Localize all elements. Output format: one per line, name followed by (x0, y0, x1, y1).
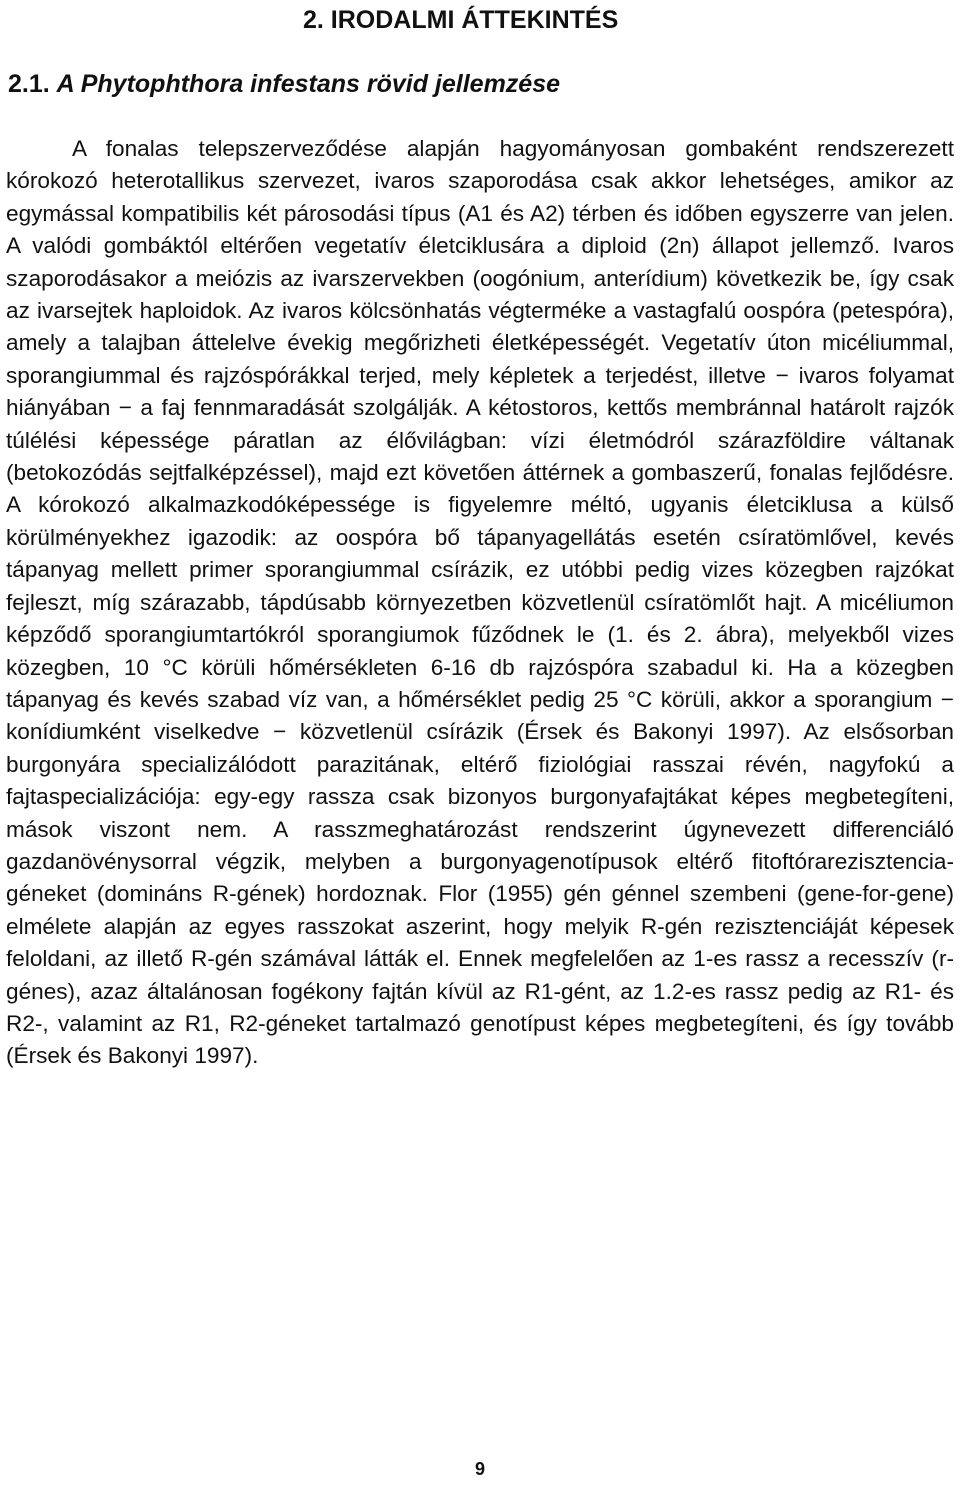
section-title: A Phytophthora infestans rövid jellemzése (56, 70, 561, 98)
body-paragraph: A fonalas telepszerveződése alapján hagyományosan gombaként rendszerezett kórokozó heterotallikus szervezet, ivaros szaporodása csak akkor lehetséges, amikor az egymással kompatibilis két párosodási típus (A1 és A2) térben és időben egyszerre van jelen. A valódi gombáktól eltérően vegetatív életciklusára a diploid (2n) állapot jellemző. Ivaros szaporodásakor a meiózis az ivarszervekben (oogónium, anterídium) következik be, így csak az ivarsejtek haploidok. Az ivaros kölcsönhatás végterméke a vastagfalú oospóra (petespóra), amely a talajban áttelelve évekig megőrizheti életképességét. Vegetatív úton micéliummal, sporangiummal és rajzóspórákkal terjed, mely képletek a terjedést, illetve − ivaros folyamat hiányában − a faj fennmaradását szolgálják. A kétostoros, kettős membránnal határolt rajzók túlélési képessége páratlan az élővilágban: vízi életmódról szárazföldire váltanak (betokozódás sejtfalképzéssel), majd ezt követően áttérnek a gombaszerű, fonalas fejlődésre. A kórokozó alkalmazkodóképessége is figyelemre méltó, ugyanis életciklusa a külső körülményekhez igazodik: az oospóra bő tápanyagellátás esetén csíratömlővel, kevés tápanyag mellett primer sporangiummal csírázik, ez utóbbi pedig vizes közegben rajzókat fejleszt, míg szárazabb, tápdúsabb környezetben közvetlenül csíratömlőt hajt. A micéliumon képződő sporangiumtartókról sporangiumok fűződnek le (1. és 2. ábra), melyekből vizes közegben, 10 °C körüli hőmérsékleten 6-16 db rajzóspóra szabadul ki. Ha a közegben tápanyag és kevés szabad víz van, a hőmérséklet pedig 25 °C körüli, akkor a sporangium − konídiumként viselkedve − közvetlenül csírázik (Érsek és Bakonyi 1997). Az elsősorban burgonyára specializálódott parazitának, eltérő fiziológiai rasszai révén, nagyfokú a fajtaspecializációja: egy-egy rassza csak bizonyos burgonyafajtákat képes megbetegíteni, mások viszont nem. A rasszmeghatározást rendszerint úgynevezett differenciáló gazdanövénysorral végzik, melyben a burgonyagenotípusok eltérő fitoftórarezisztencia-géneket (domináns R-gének) hordoznak. Flor (1955) gén génnel szembeni (gene-for-gene) elmélete alapján az egyes rasszokat aszerint, hogy melyik R-gén rezisztenciáját képesek feloldani, az illető R-gén számával látták el. Ennek megfelelően az 1-es rassz a recesszív (r-génes), azaz általánosan fogékony fajtán kívül az R1-gént, az 1.2-es rassz pedig az R1- és R2-, valamint az R1, R2-géneket tartalmazó genotípust képes megbetegíteni, és így tovább (Érsek és Bakonyi 1997). (6, 136, 954, 1069)
section-number: 2.1. (8, 70, 50, 98)
section-heading (8, 68, 560, 100)
page-number: 9 (474, 1459, 485, 1479)
chapter-title: 2. IRODALMI ÁTTEKINTÉS (303, 6, 619, 34)
